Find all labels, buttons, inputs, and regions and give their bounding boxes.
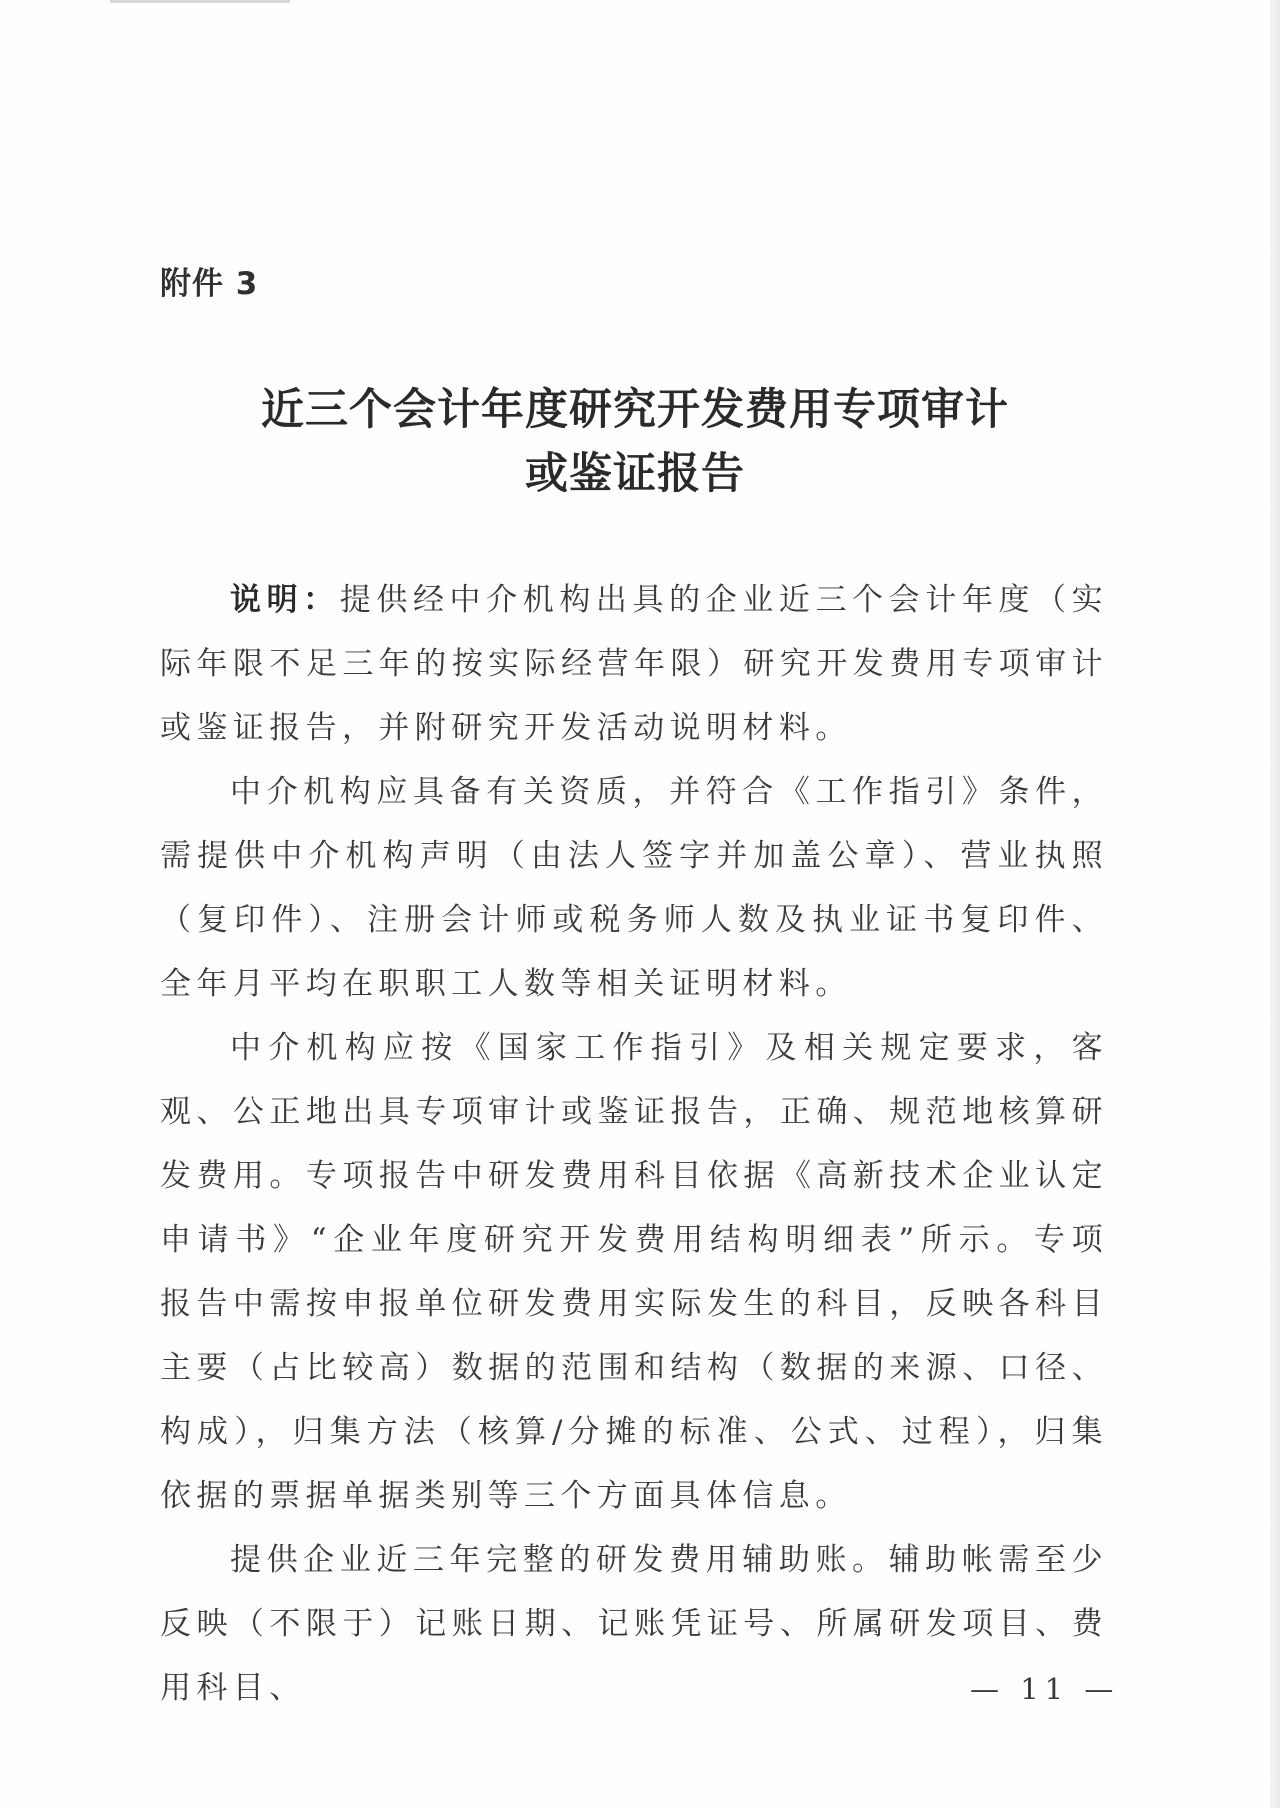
- document-title-line-1: 近三个会计年度研究开发费用专项审计: [261, 385, 1009, 435]
- paragraph-auxiliary-ledger: 提供企业近三年完整的研发费用辅助账。辅助帐需至少反映（不限于）记账日期、记账凭证号、所属研发项目、费用科目、: [160, 1542, 1108, 1706]
- paragraph-report-requirements: 中介机构应按《国家工作指引》及相关规定要求，客观、公正地出具专项审计或鉴证报告，正确、规范地核算研发费用。专项报告中研发费用科目依据《高新技术企业认定申请书》“企业年度研究开发费用结构明细表”所示。专项报告中需按申报单位研发费用实际发生的科目，反映各科目主要（占比较高）数据的范围和结构（数据的来源、口径、构成），归集方法（核算/分摊的标准、公式、过程），归集依据的票据单据类别等三个方面具体信息。: [160, 1030, 1108, 1514]
- paragraph-agency-qualification: 中介机构应具备有关资质，并符合《工作指引》条件，需提供中介机构声明（由法人签字并加盖公章）、营业执照（复印件）、注册会计师或税务师人数及执业证书复印件、全年月平均在职职工人数等相关证明材料。: [160, 774, 1108, 1002]
- instructions-text: 提供经中介机构出具的企业近三个会计年度（实际年限不足三年的按实际经营年限）研究开发费用专项审计或鉴证报告，并附研究开发活动说明材料。: [160, 582, 1108, 746]
- scan-artifact-edge: [1270, 0, 1280, 1808]
- document-body: [160, 568, 1108, 1720]
- paragraph-instructions: [160, 568, 1108, 760]
- scan-artifact-top: [110, 0, 290, 3]
- instructions-lead: 说明：: [230, 582, 340, 618]
- attachment-label: 附件 3: [160, 266, 259, 302]
- document-title-line-2: 或鉴证报告: [525, 449, 745, 499]
- page-number: — 11 —: [970, 1672, 1120, 1706]
